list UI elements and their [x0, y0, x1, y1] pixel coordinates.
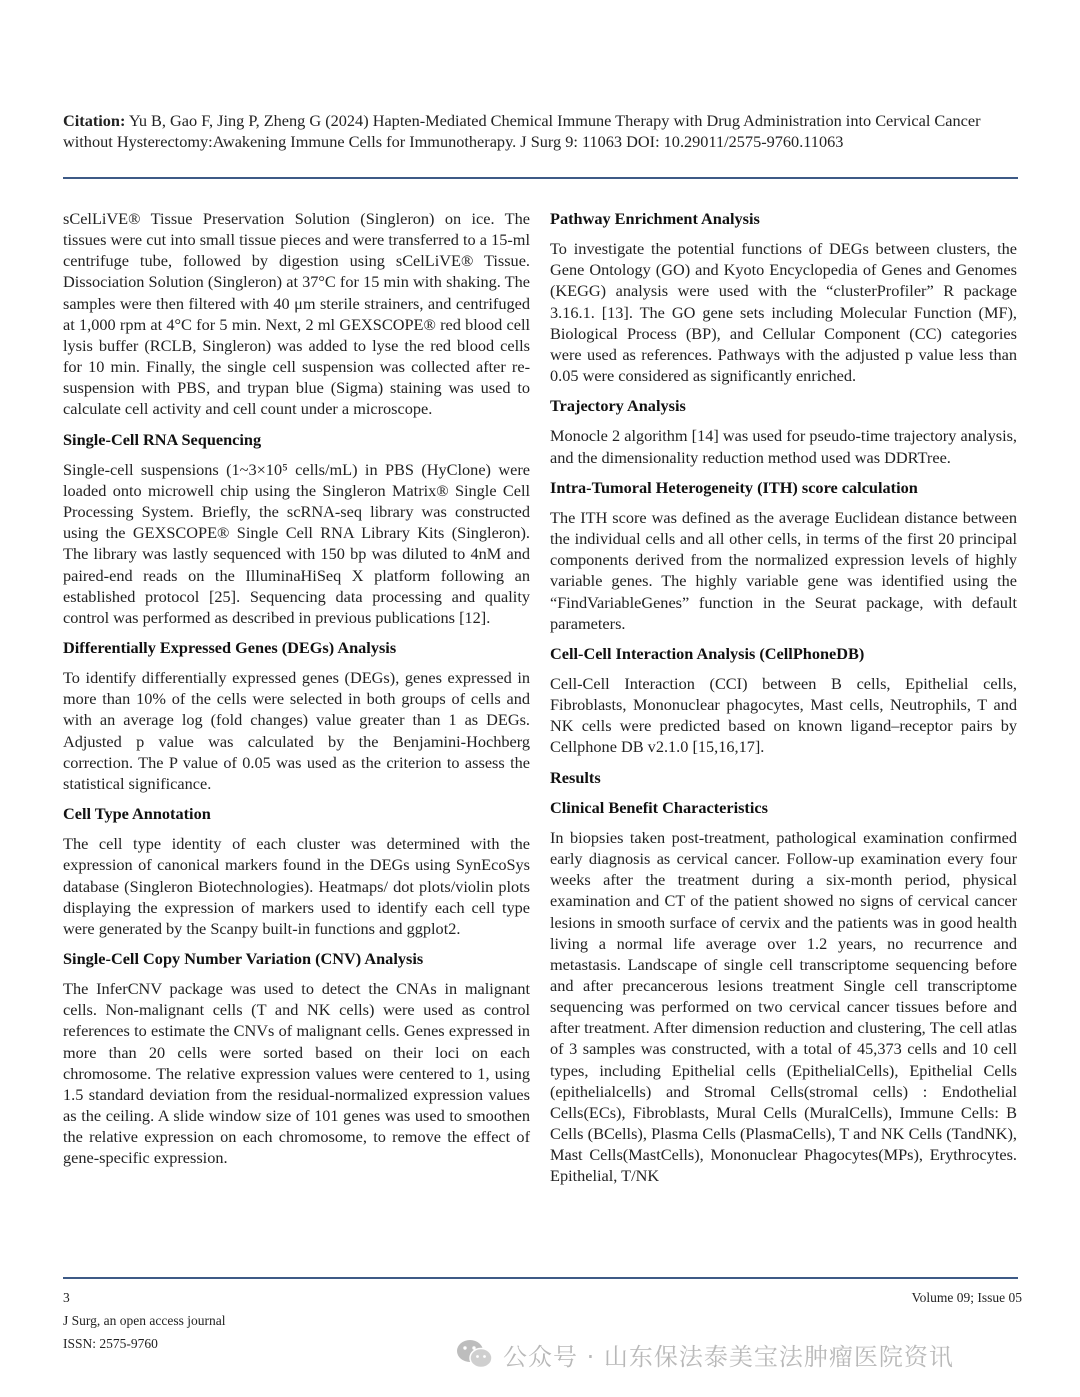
paragraph-pathway: To investigate the potential functions of DEGs between clusters, the Gene Ontology (GO) and Kyoto Encyclopedia of Genes and Genomes (KEGG) analysis were used with the “clusterProfiler” R package 3.16.1. [13]. The GO gene sets including Molecular Function (MF), Biological Process (BP), and Cellular Component (CC) categories were used as references. Pathways with the adjusted p value less than 0.05 were considered as significantly enriched. — [550, 239, 1017, 386]
footer-divider — [63, 1277, 1018, 1279]
issn: ISSN: 2575-9760 — [63, 1336, 158, 1351]
watermark-text: 公众号 · 山东保法泰美宝法肿瘤医院资讯 — [503, 1342, 954, 1371]
heading-cell-type-annotation: Cell Type Annotation — [63, 804, 211, 824]
paragraph-tissue-dissociation: sCelLiVE® Tissue Preservation Solution (Singleron) on ice. The tissues were cut into small tissue pieces and were transferred to a 15-ml centrifuge tube, followed by digestion using sCelLiVE® Tissue. Dissociation Solution (Singleron) at 37°C for 15 min with shaking. The samples were then filtered with 40 μm sterile strainers, and centrifuged at 1,000 rpm at 4°C for 5 min. Next, 2 ml GEXSCOPE® red blood cell lysis buffer (RCLB, Singleron) was added to lyse the red blood cells for 10 min. Finally, the single cell suspension was collected after re-suspension with PBS, and trypan blue (Sigma) staining was used to calculate cell activity and cell count under a microscope. — [63, 209, 530, 419]
volume-issue: Volume 09; Issue 05 — [911, 1290, 1022, 1305]
heading-degs-analysis: Differentially Expressed Genes (DEGs) Analysis — [63, 637, 397, 657]
journal-name: J Surg, an open access journal — [63, 1313, 226, 1328]
heading-pathway-enrichment: Pathway Enrichment Analysis — [550, 209, 760, 228]
watermark — [455, 1334, 954, 1374]
paragraph-trajectory: Monocle 2 algorithm [14] was used for pseudo-time trajectory analysis, and the dimensionality reduction method used was DDRTree. — [550, 426, 1017, 467]
heading-single-cell-rna-sequencing: Single-Cell RNA Sequencing — [63, 429, 262, 449]
paragraph-cell-type: The cell type identity of each cluster was determined with the expression of canonical markers found in the DEGs using SynEcoSys database (Singleron Biotechnologies). Heatmaps/ dot plots/violin plots displaying the expression of markers used to identify each cell type were generated by the Scanpy built-in functions and ggplot2. — [63, 834, 530, 938]
paragraph-ith: The ITH score was defined as the average Euclidean distance between the individual cells and all other cells, in terms of the first 20 principal components derived from the normalized expression levels of highly variable genes. The highly variable gene was identified using the “FindVariableGenes” function in the Seurat package, with default parameters. — [550, 507, 1017, 633]
left-column — [63, 208, 530, 1178]
heading-results: Results — [550, 767, 601, 787]
citation — [63, 110, 1018, 152]
page-number: 3 — [63, 1290, 70, 1305]
heading-trajectory-analysis: Trajectory Analysis — [550, 396, 686, 416]
right-column — [550, 208, 1017, 1196]
paragraph-scrna-seq: Single-cell suspensions (1~3×10⁵ cells/mL) in PBS (HyClone) were loaded onto microwell chip using the Singleron Matrix® Single Cell Processing System. Briefly, the scRNA-seq library was constructed using the GEXSCOPE® Single Cell RNA Library Kits (Singleron). The library was lastly sequenced with 150 bp was diluted to 4nM and paired-end reads on the IlluminaHiSeq X platform following an established protocol [25]. Sequencing data processing and quality control was performed as described in previous publications [12]. — [63, 459, 530, 627]
wechat-icon — [455, 1337, 495, 1371]
citation-text: Yu B, Gao F, Jing P, Zheng G (2024) Hapten-Mediated Chemical Immune Therapy with Drug Administration into Cervical Cancer without Hysterectomy:Awakening Immune Cells for Immunotherapy. J Surg 9: 11063 DOI: 10.29011/2575-9760.11063 — [63, 111, 981, 151]
citation-label: Citation: — [63, 111, 126, 130]
header-divider — [63, 177, 1018, 179]
heading-cnv-analysis: Single-Cell Copy Number Variation (CNV) Analysis — [63, 949, 424, 968]
paragraph-cnv: The InferCNV package was used to detect the CNAs in malignant cells. Non-malignant cells (T and NK cells) were used as control references to estimate the CNVs of malignant cells. Genes expressed in more than 20 cells were sorted based on their loci on each chromosome. The relative expression values were centered to 1, using 1.5 standard deviation from the residual-normalized expression values as the ceiling. A slide window size of 101 genes was used to smoothen the relative expression on each chromosome, to remove the effect of gene-specific expression. — [63, 979, 530, 1168]
heading-clinical-benefit: Clinical Benefit Characteristics — [550, 797, 768, 817]
paragraph-cci: Cell-Cell Interaction (CCI) between B cells, Epithelial cells, Fibroblasts, Mononuclear phagocytes, Mast cells, Neutrophils, T and NK cells were predicted based on known ligand–receptor pairs by Cellphone DB v2.1.0 [15,16,17]. — [550, 673, 1017, 757]
heading-cell-cell-interaction: Cell-Cell Interaction Analysis (CellPhoneDB) — [550, 643, 865, 663]
heading-ith-score: Intra-Tumoral Heterogeneity (ITH) score calculation — [550, 477, 918, 497]
paragraph-clinical-benefit: In biopsies taken post-treatment, pathological examination confirmed early diagnosis as cervical cancer. Follow-up examination every four weeks after the treatment during a six-month period, physical examination and CT of the patient showed no signs of cervical cancer lesions in smooth surface of cervix and the patients was in good health living a normal life average over 1.2 years, no recurrence and metastasis. Landscape of single cell transcriptome sequencing before and after precancerous lesions treatment Single cell transcriptome sequencing was performed on two cervical cancer tissues before and after treatment. After dimension reduction and clustering, The cell atlas of 3 samples was constructed, with a total of 45,373 cells and 10 cell types, including Epithelial cells (EpithelialCells), Epithelial Cells (epithelialcells) and Stromal Cells(stromal cells) : Endothelial Cells(ECs), Fibroblasts, Mural Cells (MuralCells), Immune Cells: B Cells (BCells), Plasma Cells (PlasmaCells), T and NK Cells (TandNK), Mast Cells(MastCells), Mononuclear Phagocytes(MPs), Erythrocytes. Epithelial, T/NK — [550, 827, 1017, 1186]
paragraph-degs: To identify differentially expressed genes (DEGs), genes expressed in more than 10% of the cells were selected in both groups of cells and with an average log (fold changes) value greater than 1 as DEGs. Adjusted p value was calculated by the Benjamini-Hochberg correction. The P value of 0.05 was used as the criterion to assess the statistical significance. — [63, 668, 530, 793]
